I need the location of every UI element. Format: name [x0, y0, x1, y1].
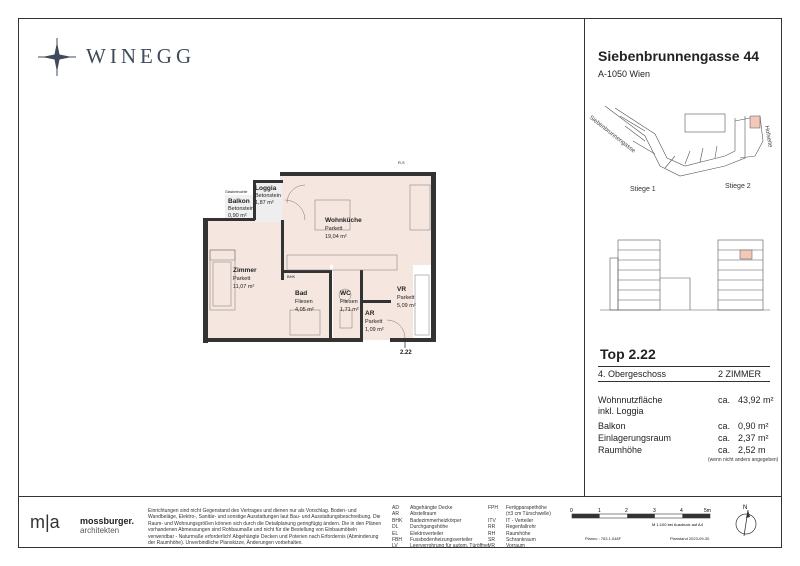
scale-bar [570, 506, 720, 528]
storage-name: AR [365, 310, 375, 317]
scale-tick-1: 1 [598, 508, 601, 514]
plan-number: Planno : 763.1.048F [585, 536, 622, 541]
entrance-label: 2.22 [400, 350, 412, 356]
stair1-label: Stiege 1 [630, 186, 656, 193]
loggia-area: 1,87 m² [255, 200, 274, 206]
scale-tick-2: 2 [625, 508, 628, 514]
wc-area: 1,71 m² [340, 307, 359, 313]
balcony-label: Balkon [598, 421, 626, 431]
unit-rule-top [598, 366, 770, 367]
balcony-floor: Betonstein [228, 206, 254, 212]
abbreviations-1 [392, 505, 490, 550]
area-label: Wohnnutzfläche [598, 395, 663, 405]
balcony-area: 0,90 m² [228, 213, 247, 219]
height-ca: ca. [718, 445, 731, 455]
plan-date: Planstand 2023-09-30 [670, 536, 710, 541]
balcony-name: Balkon [228, 198, 250, 205]
north-arrow-icon [733, 502, 759, 538]
abbreviations-2 [488, 505, 551, 550]
brand-name: WINEGG [86, 44, 196, 68]
bedroom-area: 11,07 m² [233, 284, 255, 290]
balcony-ca: ca. [718, 421, 731, 431]
balcony-value: 0,90 m² [738, 421, 769, 431]
living-floor: Parkett [325, 226, 343, 232]
section-view [600, 228, 770, 322]
storage-ca: ca. [718, 433, 731, 443]
address-street: Siebenbrunnengasse 44 [598, 48, 760, 64]
company-sub: architekten [80, 526, 120, 535]
bedroom-floor: Parkett [233, 276, 251, 282]
living-area: 19,04 m² [325, 234, 347, 240]
scale-tick-4: 4 [680, 508, 683, 514]
wc-name: WC [340, 290, 351, 297]
footer-divider [18, 496, 782, 497]
ma-logo: m|a [30, 512, 60, 532]
bath-name: Bad [295, 290, 308, 297]
bath-area: 4,05 m² [295, 307, 314, 313]
storage-label: Einlagerungsraum [598, 433, 672, 443]
unit-highlight [750, 116, 760, 128]
abbr1-row-6: LV Leerverrohrung für autom. Türöffner [392, 543, 490, 550]
scale-tick-3: 3 [653, 508, 656, 514]
abbr2-row-3: RR Regenfallrohr [488, 524, 537, 531]
street-label: Siebenbrunnengasse [587, 114, 637, 155]
abbr1-row-1: AR Abstellraum [392, 511, 437, 518]
hall-floor: Parkett [397, 295, 415, 301]
storage-value: 2,37 m² [738, 433, 769, 443]
loggia-floor: Betonstein [255, 193, 281, 199]
unit-title: Top 2.22 [600, 346, 656, 362]
scale-tick-0: 0 [570, 508, 573, 514]
bhk-label: BHK [287, 274, 296, 279]
abbr2-row-6: VR Vorraum [488, 543, 525, 550]
storage-area: 1,09 m² [365, 327, 384, 333]
site-plan [585, 96, 780, 196]
abbr1-row-0: AD Abgehängte Decke [392, 505, 453, 511]
bath-floor: Fliesen [295, 299, 313, 305]
abbr1-row-5: FBH Fussbodenheizungsverteiler [392, 537, 473, 544]
compass-star-logo-icon [38, 38, 76, 76]
hall-name: VR [397, 286, 407, 293]
address-city: A-1050 Wien [598, 69, 651, 79]
unit-rooms: 2 ZIMMER [718, 369, 762, 379]
height-label: Raumhöhe [598, 445, 643, 455]
loggia-name: Loggia [255, 185, 277, 192]
abbr2-row-5: SR Schrankraum [488, 537, 536, 544]
abbr2-row-0: FPH Fertigparapethöhe [488, 505, 547, 511]
yard-label: Hofseite [763, 125, 773, 149]
bedroom-name: Zimmer [233, 267, 257, 274]
rs-label: R,S [398, 160, 405, 165]
floor-plan [195, 160, 445, 360]
stair2-label: Stiege 2 [725, 183, 751, 190]
north-label: N [743, 505, 748, 511]
area-label-2: inkl. Loggia [598, 406, 644, 416]
area-value: 43,92 m² [738, 395, 774, 405]
unit-floor: 4. Obergeschoss [598, 369, 667, 379]
info-panel-divider [584, 18, 585, 496]
abbr2-row-2: ITV IT - Verteiler [488, 517, 534, 524]
abbr1-row-3: DL Durchgangshöhe [392, 524, 449, 531]
scale-note: M 1:100 bei Ausdruck auf A4 [652, 522, 703, 527]
storage-floor: Parkett [365, 319, 383, 325]
company-name: mossburger. [80, 516, 135, 526]
wc-floor: Fliesen [340, 299, 358, 305]
living-name: Wohnküche [325, 217, 362, 224]
scale-tick-5: 5m [704, 508, 711, 514]
abbr1-row-4: EL Elektroverteiler [392, 530, 444, 537]
disclaimer: Einrichtungen sind nicht Gegenstand des Vertrages und dienen nur als Vorschlag. Boden- und Wandbeläge, Elektro-, Sanitär- und sonstige Ausstattungen laut Bau- und Ausstattungsbeschreibung. Die Raum- und Wohnungsgrößen können sich durch die Detailplanung geringfügig ändern. Die in den Plänen vorhandenen Abmessungen sind Rohbaumaße und nicht für die Bestellung von Einbaumöbeln verwendbar - Naturmaße erforderlich! Abgehängte Decken und Poterien nach Erfordernis (Abminderung der Raumhöhe). Unverbindliche Planskizze, Änderungen vorbehalten. [148, 508, 382, 547]
abbr1-row-2: BHK Badezimmerheizkörper [392, 517, 462, 524]
door-label: Glasbeleuchte [225, 190, 248, 194]
abbr2-row-1: (±3 cm Türschwelle) [506, 511, 551, 518]
section-unit-highlight [740, 250, 752, 259]
area-ca: ca. [718, 395, 731, 405]
unit-rule-bottom [598, 381, 770, 382]
hall-area: 5,09 m² [397, 303, 416, 309]
height-value: 2,52 m [738, 445, 766, 455]
height-note: (wenn nicht anders angegeben) [708, 457, 779, 463]
abbr2-row-4: RH Raumhöhe [488, 530, 531, 537]
